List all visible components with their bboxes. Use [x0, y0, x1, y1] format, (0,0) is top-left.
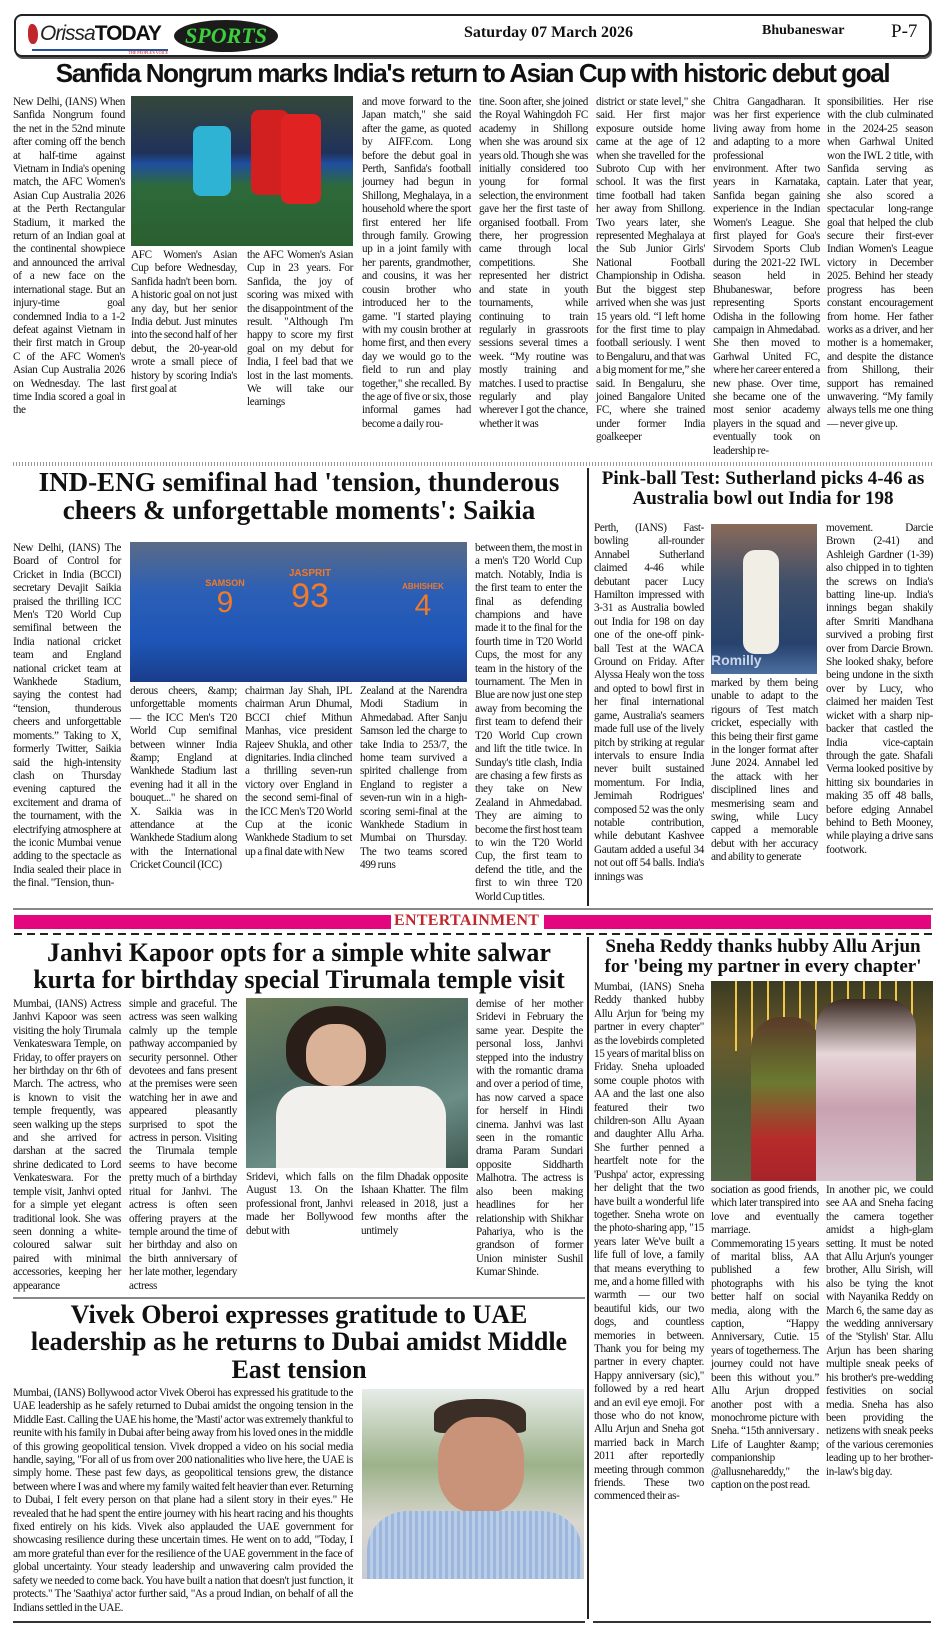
article-column: simple and graceful. The actress was seen walking calmly up the temple pathway accompanied by security personnel. Other devotees and fans present at the premises were seen watching her in awe and appeared pleasantly surprised to spot the actress in person. Visiting the Tirumala temple seems to have become pretty much of a birthday ritual for Janhvi. The actress is often seen offering prayers at the temple around the time of her birthday and also on the birth anniversary of her late mother, legendary actress: [129, 998, 237, 1292]
dashed-divider: [14, 933, 932, 935]
logo-text-today: TODAY: [94, 22, 161, 45]
article-column: New Delhi, (IANS) When Sanfida Nongrum found the net in the 52nd minute after coming off the bench at half-time against Vietnam in India's opening match, the AFC Women's Asian Cup Australia 2026 at the Perth Rectangular Stadium, it marked the return of an Indian goal at the continental showpiece and announced the arrival of a new face on the international stage. But an injury-time goal condemned India to a 1-2 defeat against Vietnam in their first match in Group C of the AFC Women's Asian Cup Australia 2026 on Wednesday. The last time India scored a goal in the: [13, 96, 125, 417]
article-column: chairman Jay Shah, IPL chairman Arun Dhumal, BCCI chief Mithun Manhas, vice president Rajeev Shukla, and other dignitaries. India clinched a thrilling seven-run victory over England in the second semi-final of the ICC Men's T20 World Cup at the iconic Wankhede Stadium to set up a final date with New: [245, 685, 352, 858]
player-red-kit: [281, 114, 321, 204]
article-column: New Delhi, (IANS) The Board of Control for Cricket in India (BCCI) secretary Devajit Saikia praised the thrilling ICC Men's T20 World Cup semifinal between the India national cricket team and England national cricket team at Wankhede Stadium, saying the contest had “tension, thunderous cheers and unforgettable moments.” Taking to X, formerly Twitter, Saikia said the high-intensity clash on Thursday evening captured the excitement and drama of the tournament, with the electrifying atmosphere at the iconic Mumbai venue adding to the spectacle as India sealed their place in the final. "Tension, thun-: [13, 542, 121, 890]
player-cyan-kit: [193, 126, 231, 196]
couple-photo: [711, 981, 933, 1181]
cricketer-celebration-photo: [711, 524, 817, 674]
jersey-abhishek: ABHISHEK 4: [402, 582, 444, 622]
photo-banner-text: Romilly: [711, 652, 762, 668]
article-column: Zealand at the Narendra Modi Stadium in Ahmedabad. After Sanju Samson led the charge to take India to 253/7, the home team survived a spirited challenge from England to register a seven-run win in a high-scoring semi-final at the Wankhede Stadium in Mumbai on Thursday. The two teams scored 499 runs: [360, 685, 467, 872]
article-column: and move forward to the Japan match," she said after the game, as quoted by AIFF.com. Long before the debut goal in Perth, Sanfida's football journey had begun in Shillong, Meghalaya, in a household where the sport first entered her life through family. Growing up in a joint family with her parents, grandmother, and cousins, it was her cousin brother who introduced her to the game. "I started playing with my cousin brother at home first, and then every day we would go to the field to run and play together," she recalled. By the age of five or six, those informal games had become a daily rou-: [362, 96, 471, 430]
section-divider: [13, 908, 933, 910]
newspaper-logo[interactable]: [28, 22, 168, 55]
column-divider: [587, 937, 589, 1619]
article-column: Mumbai, (IANS) Actress Janhvi Kapoor was seen visiting the holy Tirumala Venkateswara Temple, on Friday, to offer prayers on her birthday on thr 6th of March. The actress, who is known to visit the temple frequently, was seen walking up the steps and she arrived for darshan at the sacred shrine dedicated to Lord Venkateswara. For the temple visit, Janhvi opted for a simple yet elegant traditional look. She was seen donning a white-coloured salwar suit paired with minimal accessories, keeping her appearance: [13, 998, 121, 1292]
section-divider: [593, 1621, 931, 1623]
masthead: [14, 14, 931, 57]
man-printed-sherwani: [816, 999, 916, 1181]
section-divider: [13, 1621, 585, 1623]
section-bar-left: [14, 915, 391, 929]
headline-saikia: IND-ENG semifinal had 'tension, thunderous cheers & unforgettable moments': Saikia: [38, 467, 560, 526]
headline-sneha: Sneha Reddy thanks hubby Allu Arjun for 'being my partner in every chapter': [604, 936, 922, 977]
article-column: marked by them being unable to adapt to the rigours of Test match cricket, especially with this being their first game in the longer format after June 2024. Annabel led the attack with her disciplined lines and mesmerising seam and swing, while Lucy capped a memorable debut with her accuracy and ability to generate: [711, 677, 818, 864]
face: [438, 1417, 524, 1513]
article-column: the film Dhadak opposite Ishaan Khatter. The film released in 2018, just a few months after the untimely: [361, 1171, 468, 1237]
face: [306, 1024, 366, 1086]
logo-tagline: THE PEOPLE'S VOICE: [128, 50, 168, 55]
striped-shirt: [367, 1511, 582, 1579]
article-column: sponsibilities. Her rise with the club culminated in the 2024-25 season when Garhwal United won the IWL 2 title, with Sanfida serving as captain. Later that year, she also scored a spectacular long-range goal that helped the club secure their first-ever Indian Women's League victory in December 2025. Behind her steady progress has been constant encouragement from home. Her father works as a driver, and her mother is a homemaker, and despite the distance from Shillong, their support has remained unwavering. “My family always tells me one thing — never give up.: [827, 96, 933, 430]
article-column: In another pic, we could see AA and Sneha facing the camera together amidst a high-glam setting. It must be noted that Allu Arjun's younger brother, Allu Sirish, will also be tying the knot with Nayanika Reddy on March 6, the same day as the wedding anniversary of the 'Stylish' Star. Allu Arjun has been sharing multiple sneak peeks of his brother's pre-wedding festivities on social media. Sneha has also been providing the netizens with sneak peeks of the various ceremonies leading up to her brother-in-law's big day.: [826, 1184, 933, 1478]
article-column: tine. Soon after, she joined the Royal Wahingdoh FC academy in Shillong when she was around six years old. Though she was initially considered too young for formal selection, the environment gave her the first taste of organised football. From there, her progression came through local competitions. She represented her district and state in youth tournaments, while continuing to train regularly in grassroots sessions several times a week. “My routine was mostly training and matches. I used to practise regularly and play wherever I got the chance, whether it was: [479, 96, 588, 430]
article-column: derous cheers, &amp; unforgettable moments — the ICC Men's T20 World Cup semifinal between winner India &amp; England at Wankhede Stadium last evening had it all in the bouquet..." he shared on X. Saikia was in attendance at the Wankhede Stadium along with the International Cricket Council (ICC): [130, 685, 237, 872]
section-badge-sports: SPORTS: [174, 20, 278, 52]
headline-vivek: Vivek Oberoi expresses gratitude to UAE leadership as he returns to Dubai amidst Middle East tension: [30, 1300, 568, 1384]
article-column: between them, the most in a men's T20 World Cup match. Notably, India is the first team to enter the final as defending champions and have made it to the final for the fourth time in T20 World Cups, the most for any team in the history of the tournament. The Men in Blue are now just one step away from becoming the first team to defend their T20 World Cup crown and lift the title twice. In Sunday's title clash, India are chasing a few firsts as they take on New Zealand in Ahmedabad. They are aiming to become the first host team to win the T20 World Cup, the first team to defend the title, and the first to win three T20 World Cup titles.: [475, 542, 583, 903]
jersey-samson: SAMSON 9: [205, 578, 245, 619]
article-column: AFC Women's Asian Cup before Wednesday, Sanfida hadn't been born. A historic goal on not just any day, but her senior India debut. Just minutes into the second half of her debut, the 20-year-old wrote a small piece of history by scoring India's first goal at: [131, 249, 237, 396]
article-column: Sridevi, which falls on August 13. On the professional front, Janhvi made her Bollywood debut with: [246, 1171, 353, 1237]
article-column: district or state level," she said. Her first major exposure outside home came at the age of 12 when she travelled for the Subroto Cup with her school. It was the first time football had taken her away from Shillong. Two years later, she represented Meghalaya at the Sub Junior Girls' National Football Championship in Odisha. But the biggest step arrived when she was just 15 years old. “I left home for the first time to play football seriously. I went to Bengaluru, and that was a big moment for me,” she said. In Bengaluru, she joined Bangalore United FC, where she trained under former India goalkeeper: [596, 96, 705, 444]
jersey-jasprit: JASPRIT 93: [288, 568, 332, 615]
article-column: movement. Darcie Brown (2-41) and Ashleigh Gardner (1-39) also chipped in to tighten the screws on India's batting line-up. India's innings began shakily after Smriti Mandhana survived a probing first over from Darcie Brown. She looked shaky, before being undone in the sixth over by Lucy, who claimed her maiden Test wicket with a sharp nip-backer that castled the India vice-captain through the gate. Shafali Verma looked positive by hitting six boundaries in making 35 off 48 balls, before edging Annabel behind to Beth Mooney, while playing a drive sans footwork.: [826, 522, 933, 856]
headline-sanfida: Sanfida Nongrum marks India's return to Asian Cup with historic debut goal: [55, 58, 890, 88]
article-column: sociation as good friends, which later transpired into love and eventually marriage. Commemorating 15 years of marital bliss, AA published a few photographs with his better half on social media, along with the caption, “Happy Anniversary, Cutie. 15 years of togetherness. The journey could not have been this without you.” Allu Arjun dropped another post with a monochrome picture with Sneha. “15th anniversary . Life of Laughter &amp; companionship @allusnehareddy," the caption on the post read.: [711, 1184, 819, 1491]
actor-selfie-photo: [362, 1389, 584, 1579]
cricketer-white-kit: [743, 550, 779, 654]
article-column: Perth, (IANS) Fast-bowling all-rounder Annabel Sutherland claimed 4-46 while debutant pacer Lucy Hamilton impressed with 3-31 as Australia bowled out India for 198 on day one of the one-off pink-ball Test at the WACA Ground on Friday. After Alyssa Healy won the toss and opted to bowl first in her final international game, Australia's seamers made full use of the lively pitch by striking at regular intervals to ensure India never built sustained momentum. For India, Jemimah Rodrigues' composed 52 was the only notable contribution, while debutant Kashvee Gautam added a useful 34 not out off 54 balls. India's innings was: [594, 522, 704, 883]
cricket-team-photo: [130, 542, 467, 682]
article-body: Mumbai, (IANS) Bollywood actor Vivek Oberoi has expressed his gratitude to the UAE leadership as he safely returned to Dubai amidst the ongoing tension in the Middle East. Calling the UAE his home, the 'Masti' actor was extremely thankful to reunite with his family in Dubai after being away from his loved ones in the middle of this growing geopolitical tension. Vivek dropped a video on his social media handle, saying, "For all of us from over 200 nationalities who live here, the UAE is simply home. These past few days, as geopolitical tensions grew, the distance between where I was and where my family waited felt heavier than ever. Returning to Dubai, I felt every person on that plane had a silent story in their eyes." He revealed that he had spent the entire journey with his heart racing and his thoughts fixed entirely on his kids. Vivek also applauded the UAE government for showcasing resilience during these uncertain times. He went on to add, "Today, I am more grateful than ever for the resilience of the UAE government in the face of global uncertainty. Your steady leadership and unwavering calm provided the safety we needed to come back. You have built a nation that doesn't just function, it protects." The 'Saathiya' actor further said, "As a proud Indian, on behalf of all the Indians settled in the UAE.: [13, 1387, 353, 1614]
article-column: Chitra Gangadharan. It was her first experience living away from home and adapting to a more professional environment. After two years in Karnataka, Sanfida began gaining experience in the Indian Women's League. She first played for Goa's Sirvodem Sports Club during the 2021-22 IWL season held in Bhubaneswar, before representing Sports Odisha in the following campaign in Ahmedabad. She then moved to Garhwal United FC, where her career entered a new phase. Over time, she became one of the most senior academy players in the squad and eventually took on leadership re-: [713, 96, 820, 457]
article-column: Mumbai, (IANS) Sneha Reddy thanked hubby Allu Arjun for 'being my partner in every chapter" as the lovebirds completed 15 years of marital bliss on Friday. Sneha uploaded some couple photos with AA and the last one also featured their two children-son Allu Ayaan and daughter Allu Arha. She further penned a heartfelt note for the 'Pushpa' actor, expressing her delight that the two have built a wonderful life together. Sneha wrote on the photo-sharing app, "15 years later We've built a life full of love, a family that means everything to me, and a home filled with warmth — our two beautiful kids, our two dogs, and countless memories in between. Thank you for being my partner in every chapter. Happy anniversary (sic)," followed by a red heart and an evil eye emoji. For those who do not know, Allu Arjun and Sneha got married back in March 2011 after reportedly meeting through common friends. These two commenced their as-: [594, 981, 704, 1503]
actress-portrait-photo: [246, 998, 468, 1168]
section-divider: [13, 462, 933, 466]
football-match-photo: [131, 96, 353, 246]
column-divider: [587, 468, 589, 906]
section-label-entertainment: ENTERTAINMENT: [394, 912, 540, 929]
headline-pinkball: Pink-ball Test: Sutherland picks 4-46 as Australia bowl out India for 198: [601, 468, 925, 509]
article-column: demise of her mother Sridevi in February the same year. Despite the personal loss, Janhvi stepped into the industry with the romantic drama and over a period of time, has now carved a space for herself in Hindi cinema. Janhvi was last seen in the romantic drama Param Sundari opposite Siddharth Malhotra. The actress is also been making headlines for her relationship with Shikhar Pahariya, who is the grandson of former Union minister Sushil Kumar Shinde.: [476, 998, 583, 1279]
entertainment-section-bar: [14, 912, 931, 929]
page-number: P-7: [891, 21, 918, 42]
headline-janhvi: Janhvi Kapoor opts for a simple white salwar kurta for birthday special Tirumala temple visit: [33, 938, 565, 995]
section-bar-right: [544, 915, 931, 929]
section-divider: [13, 1297, 585, 1299]
article-column: the AFC Women's Asian Cup in 23 years. For Sanfida, the joy of scoring was mixed with the disappointment of the result. "Although I'm happy to score my first goal on my debut for India, I feel bad that we lost in the last moments. We will take our learnings: [247, 249, 353, 409]
odisha-map-icon: [28, 24, 38, 44]
logo-text-orissa: Orissa: [40, 22, 95, 45]
issue-date: Saturday 07 March 2026: [464, 24, 634, 41]
edition-city: Bhubaneswar: [762, 23, 845, 38]
woman-lehenga: [751, 1017, 821, 1181]
white-kurta: [276, 1086, 446, 1168]
